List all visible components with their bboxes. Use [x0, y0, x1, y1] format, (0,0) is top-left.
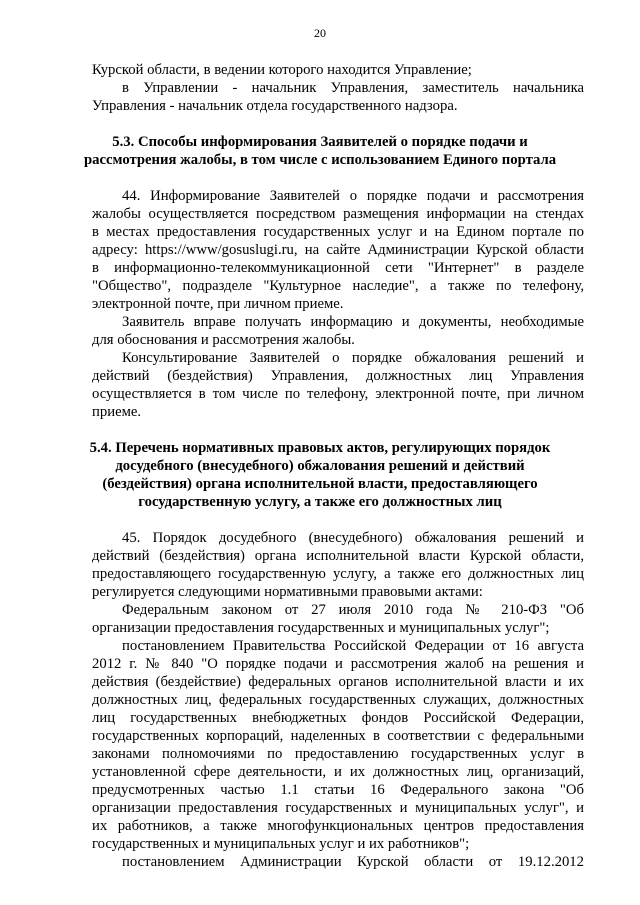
text-line: предоставляющего государственную услугу, а также его должностных лиц — [92, 566, 584, 582]
text-line: постановлением Администрации Курской области от 19.12.2012 — [122, 854, 584, 870]
text-line: постановлением Правительства Российской Федерации от 16 августа — [122, 638, 584, 654]
section-heading: досудебного (внесудебного) обжалования решений и действий — [115, 458, 525, 474]
text-line: в Управлении - начальник Управления, заместитель начальника — [122, 80, 584, 96]
section-heading: государственную услугу, а также его должностных лиц — [138, 494, 502, 510]
text-line: Управления - начальник отдела государственного надзора. — [92, 98, 458, 114]
text-line: государственных и муниципальных услуг и их работников"; — [92, 836, 470, 852]
section-heading: 5.4. Перечень нормативных правовых актов, регулирующих порядок — [89, 440, 551, 456]
text-line: организации предоставления государственных и муниципальных услуг"; — [92, 620, 550, 636]
text-line: в информационно-телекоммуникационной сети "Интернет" в разделе — [92, 260, 584, 276]
text-line: электронной почте, при личном приеме. — [92, 296, 344, 312]
text-line: действия (бездействие) федеральных органов исполнительной власти и их — [92, 674, 584, 690]
page-number: 20 — [314, 26, 326, 40]
text-line: Консультирование Заявителей о порядке обжалования решений и — [122, 350, 584, 366]
text-line: Курской области, в ведении которого находится Управление; — [92, 62, 472, 78]
text-line: организации предоставления государственных и муниципальных услуг", и — [92, 800, 584, 816]
text-line: должностных лиц, федеральных государственных служащих, должностных — [92, 692, 584, 708]
text-line: осуществляется в том числе по телефону, электронной почте, при личном — [92, 386, 584, 402]
text-line: адресу: https://www/gosuslugi.ru, на сайте Администрации Курской области — [92, 242, 584, 258]
text-line: 2012 г. № 840 "О порядке подачи и рассмотрения жалоб на решения и — [92, 656, 584, 672]
text-line: "Общество", подразделе "Культурное наследие", а также по телефону, — [92, 278, 584, 294]
text-line: их работников, а также многофункциональных центров предоставления — [92, 818, 584, 834]
text-line: жалобы осуществляется посредством размещения информации на стендах — [92, 206, 584, 222]
text-line: 44. Информирование Заявителей о порядке подачи и рассмотрения — [122, 188, 584, 204]
text-line: 45. Порядок досудебного (внесудебного) обжалования решений и — [122, 530, 584, 546]
text-line: лиц государственных внебюджетных фондов Российской Федерации, — [92, 710, 584, 726]
text-line: в местах предоставления государственных услуг и на Едином портале по — [92, 224, 584, 240]
text-line: Федеральным законом от 27 июля 2010 года № 210-ФЗ "Об — [122, 602, 584, 618]
text-line: действий (бездействия) Управления, должностных лиц Управления — [92, 368, 584, 384]
text-line: для обоснования и рассмотрения жалобы. — [92, 332, 355, 348]
section-heading: (бездействия) органа исполнительной власти, предоставляющего — [102, 476, 538, 492]
section-heading: 5.3. Способы информирования Заявителей о порядке подачи и — [112, 134, 528, 150]
text-line: государственных корпораций, наделенных в соответствии с федеральными — [92, 728, 584, 744]
text-line: приеме. — [92, 404, 142, 420]
section-heading: рассмотрения жалобы, в том числе с использованием Единого портала — [83, 152, 557, 168]
text-line: установленной сфере деятельности, и их должностных лиц, организаций, — [92, 764, 584, 780]
text-line: предусмотренных частью 1.1 статьи 16 Федерального закона "Об — [92, 782, 584, 798]
text-line: законами полномочиями по предоставлению государственных услуг в — [92, 746, 584, 762]
text-line: регулируется следующими нормативными правовыми актами: — [92, 584, 483, 600]
text-line: действий (бездействия) органа исполнительной власти Курской области, — [92, 548, 584, 564]
text-line: Заявитель вправе получать информацию и документы, необходимые — [122, 314, 584, 330]
